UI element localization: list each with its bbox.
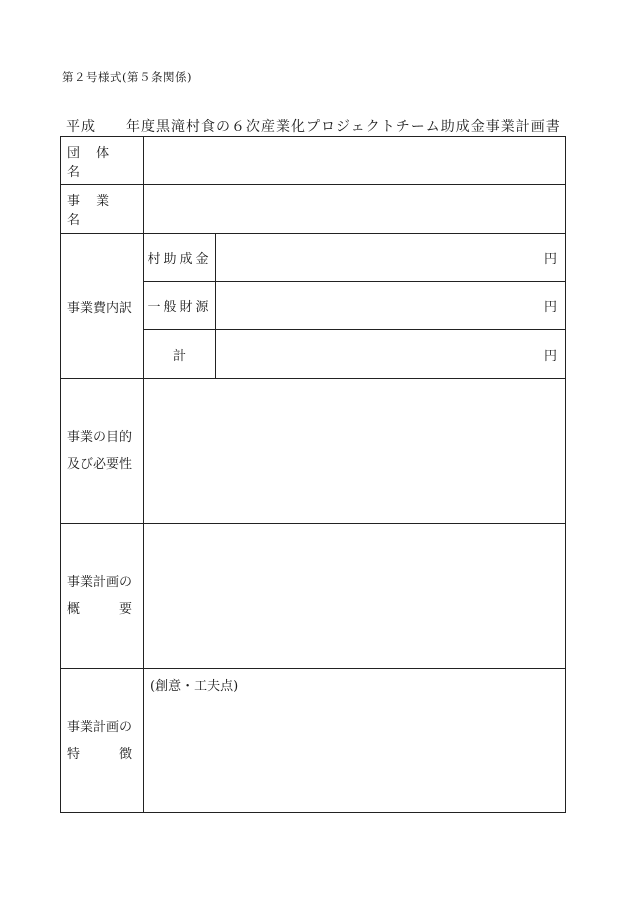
yen-unit: 円 xyxy=(543,348,557,364)
document-title xyxy=(66,116,561,136)
purpose-label-line2: 及び必要性 xyxy=(67,457,133,472)
group-name-label-cell xyxy=(60,136,144,185)
group-name-field[interactable] xyxy=(143,136,566,185)
village-subsidy-label-cell xyxy=(143,233,216,282)
total-label-cell xyxy=(143,329,216,379)
general-funds-amount-field[interactable] xyxy=(215,281,566,330)
general-funds-label-cell xyxy=(143,281,216,330)
plan-overview-label-cell xyxy=(60,523,144,669)
village-subsidy-amount-field[interactable] xyxy=(215,233,566,282)
form-number: 第２号様式(第５条関係) xyxy=(62,70,192,84)
plan-overview-label-line1: 事業計画の xyxy=(67,575,133,590)
plan-features-label-cell xyxy=(60,668,144,813)
plan-features-field[interactable] xyxy=(143,668,566,813)
features-note: (創意・工夫点) xyxy=(150,679,239,694)
project-name-field[interactable] xyxy=(143,184,566,234)
yen-unit: 円 xyxy=(543,252,557,267)
cost-breakdown-label-cell xyxy=(60,233,144,379)
purpose-field[interactable] xyxy=(143,378,566,524)
title-main: 年度黒滝村食の６次産業化プロジェクトチーム助成金事業計画書 xyxy=(126,119,561,135)
purpose-label-cell xyxy=(60,378,144,524)
total-label: 計 xyxy=(172,348,186,364)
cost-breakdown-label: 事業費内訳 xyxy=(67,300,133,316)
yen-unit: 円 xyxy=(543,300,557,315)
project-name-label-cell xyxy=(60,184,144,234)
application-form-table xyxy=(60,136,566,813)
group-name-label: 団 体 名 xyxy=(67,145,116,180)
general-funds-label: 一般財源 xyxy=(147,300,212,315)
plan-overview-label-line2: 概 要 xyxy=(67,602,133,617)
title-era: 平成 xyxy=(66,119,96,135)
village-subsidy-label: 村助成金 xyxy=(147,252,212,267)
plan-features-label-line1: 事業計画の xyxy=(67,719,133,735)
project-name-label: 事 業 名 xyxy=(67,194,116,228)
plan-overview-field[interactable] xyxy=(143,523,566,669)
plan-features-label-line2: 特 徴 xyxy=(67,746,133,762)
total-amount-field[interactable] xyxy=(215,329,566,379)
purpose-label-line1: 事業の目的 xyxy=(67,430,133,445)
